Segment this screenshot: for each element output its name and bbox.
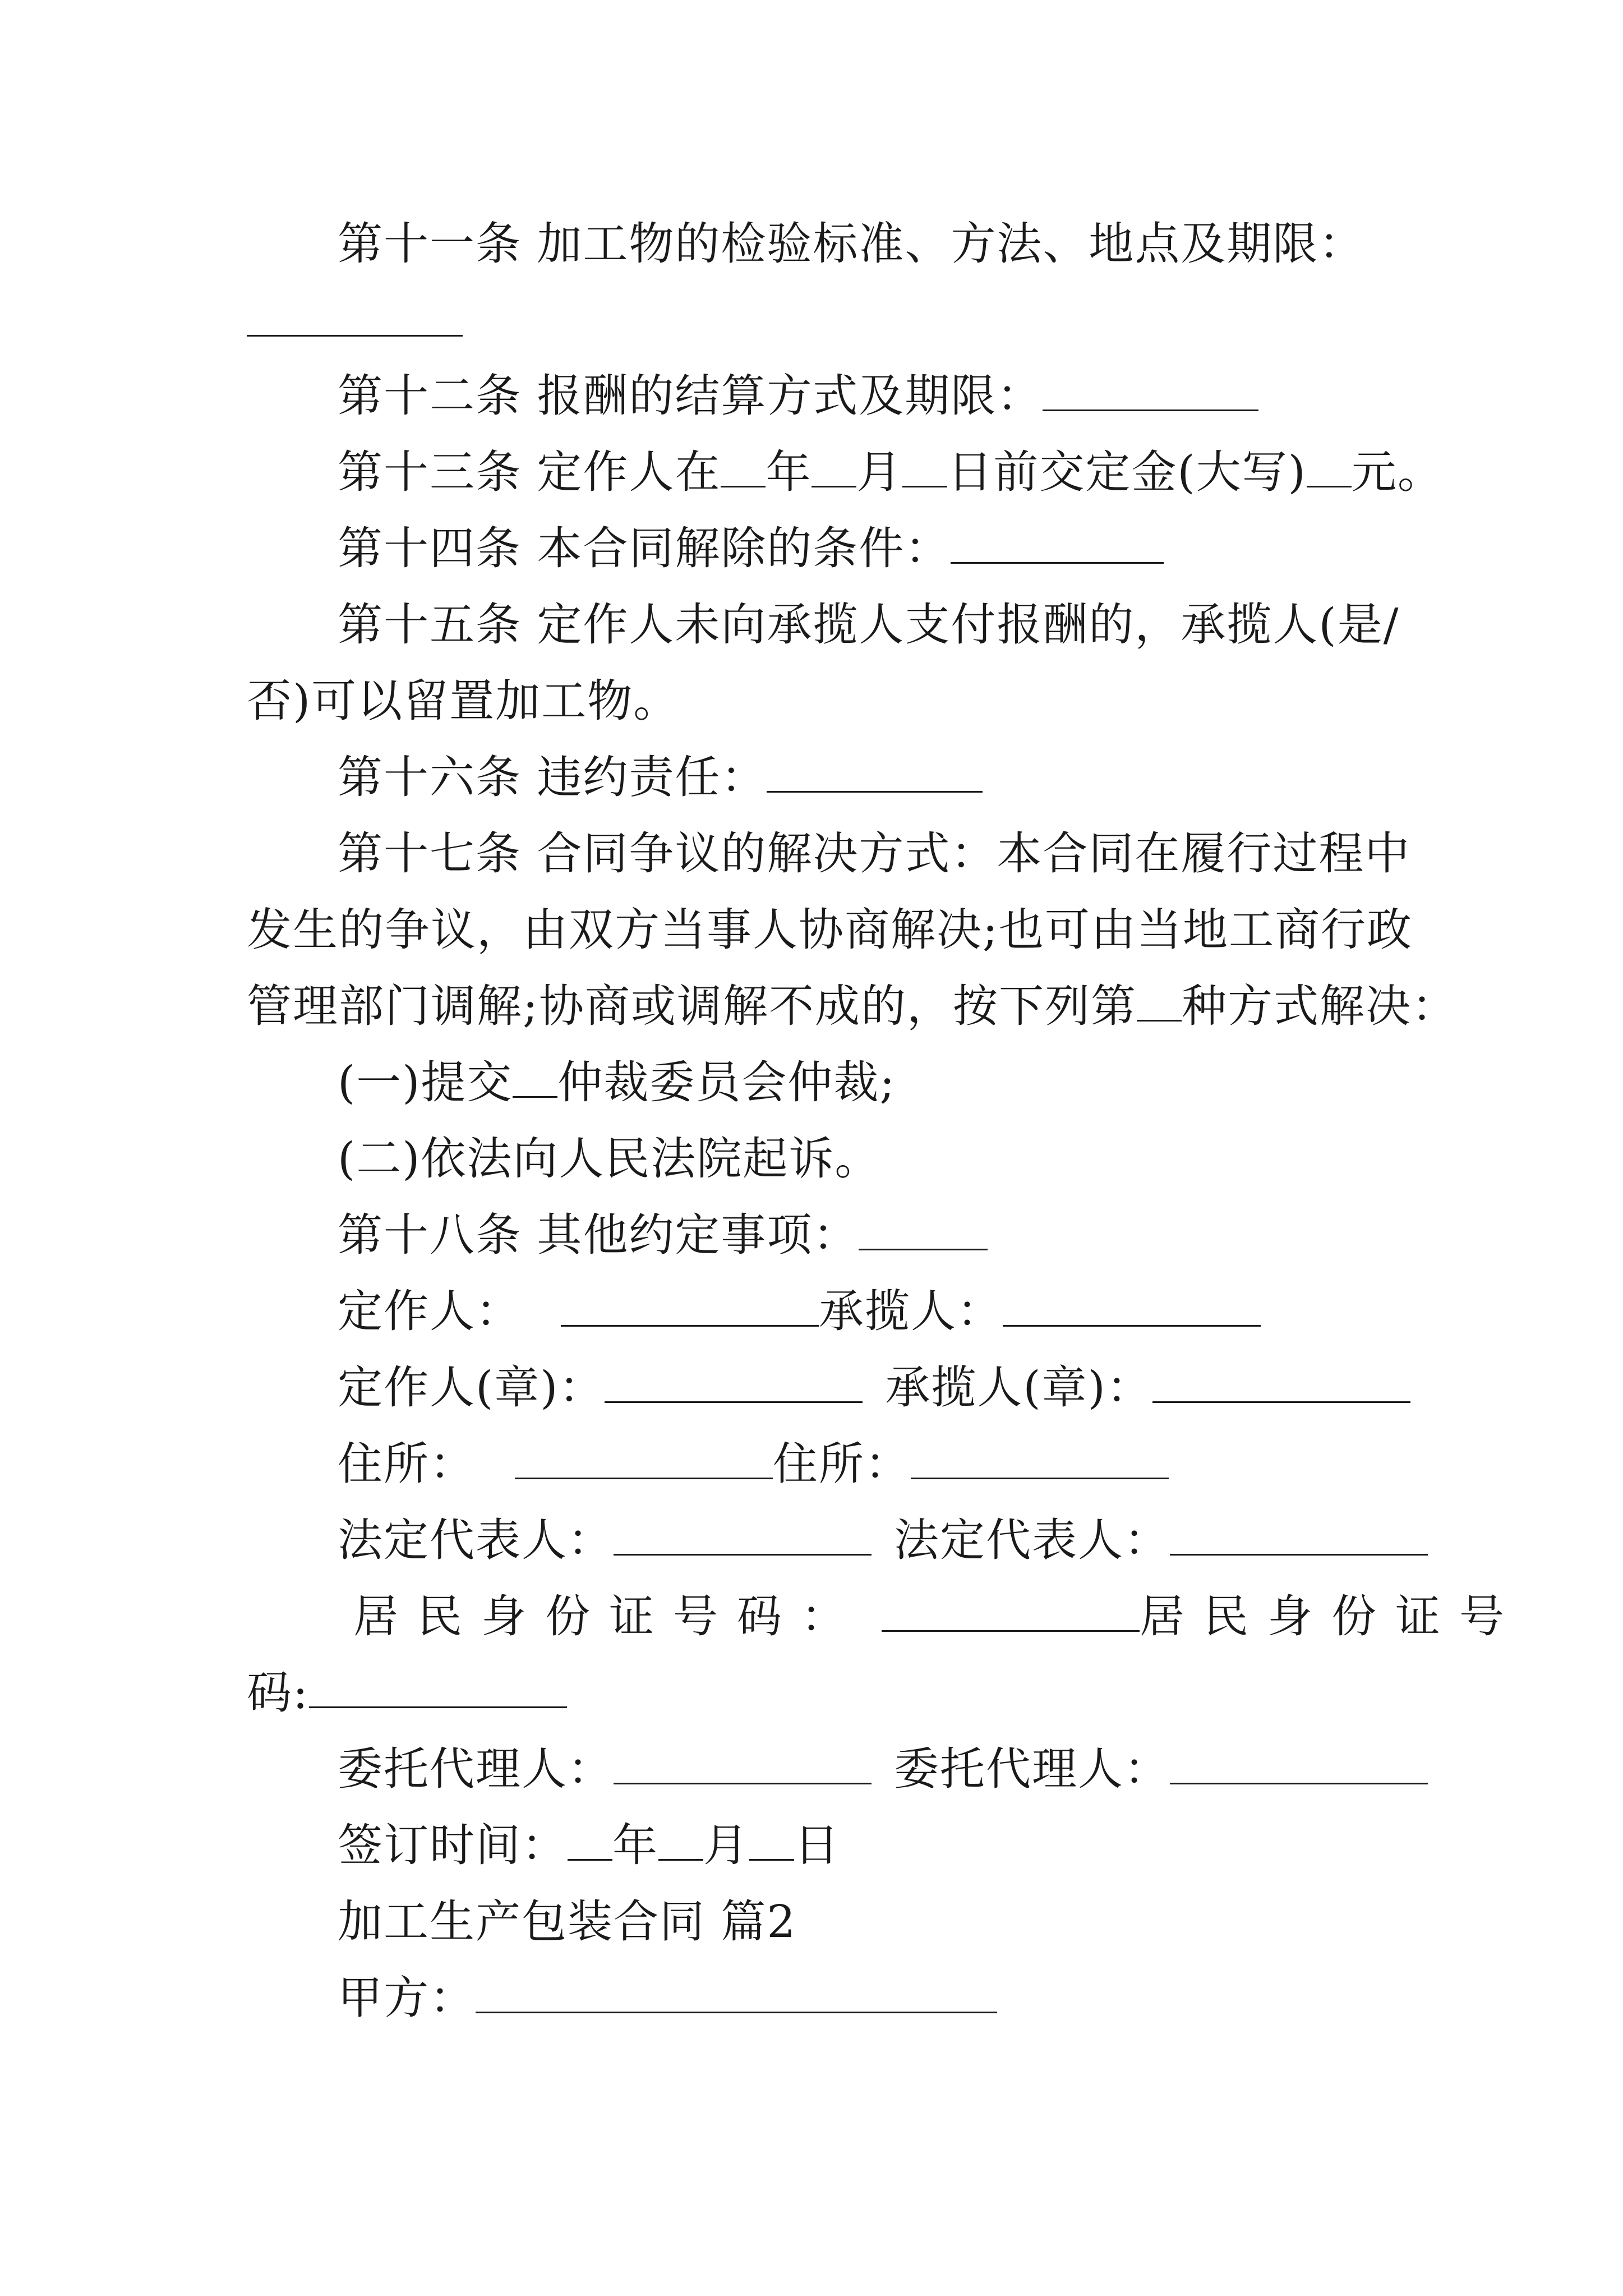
clause-13-amount-blank	[1307, 447, 1352, 487]
section-2-title	[338, 1894, 796, 1950]
agent-blank-1	[614, 1743, 872, 1784]
clause-13-month-blank	[811, 447, 856, 487]
dingzuoren-seal-label: 定作人(章)：	[338, 1361, 605, 1414]
clause-14	[338, 521, 1164, 577]
dingzuoren-seal-blank	[605, 1362, 863, 1403]
sign-month-label: 月	[703, 1819, 749, 1871]
clause-13-day-blank	[902, 447, 947, 487]
id-label-2a: 居民身份证号	[1140, 1590, 1523, 1642]
address-label-1: 住所：	[338, 1438, 476, 1490]
signature-row-id-continued	[247, 1665, 567, 1721]
sign-day-label: 日	[794, 1819, 840, 1871]
sign-month-blank	[658, 1820, 703, 1861]
option-1-blank	[513, 1057, 557, 1098]
signature-row-seal	[338, 1360, 1410, 1416]
clause-13	[338, 444, 1444, 500]
clause-13-year-blank	[721, 447, 766, 487]
clause-13-text-b: 年	[766, 446, 812, 498]
clause-14-blank	[951, 523, 1164, 564]
chenglanren-blank	[1003, 1286, 1261, 1327]
clause-13-text-a: 第十三条 定作人在	[338, 446, 721, 498]
address-label-2: 住所：	[773, 1438, 911, 1490]
address-blank-1	[515, 1438, 773, 1479]
signature-row-id	[353, 1589, 1523, 1645]
chenglanren-seal-label: 承揽人(章)：	[885, 1361, 1152, 1414]
signature-row-time	[338, 1818, 840, 1874]
agent-label-1: 委托代理人：	[338, 1743, 614, 1795]
agent-blank-2	[1170, 1743, 1428, 1784]
clause-17-text-3b: 种方式解决：	[1181, 980, 1458, 1032]
sign-day-blank	[749, 1820, 794, 1861]
clause-15-text-1: 第十五条 定作人未向承揽人支付报酬的，承揽人(是/	[338, 599, 1400, 651]
legal-rep-blank-1	[614, 1515, 872, 1556]
party-a-blank	[476, 1972, 997, 2013]
legal-rep-label-1: 法定代表人：	[338, 1514, 614, 1566]
id-blank-2	[309, 1667, 567, 1708]
clause-17-line-1	[338, 826, 1410, 882]
party-a-row	[338, 1970, 997, 2026]
clause-15-line-1	[338, 597, 1400, 653]
clause-13-text-d: 日前交定金(大写)	[947, 446, 1307, 498]
section-2-title-text: 加工生产包装合同 篇2	[338, 1895, 797, 1948]
signature-row-legal-rep	[338, 1512, 1428, 1568]
legal-rep-label-2: 法定代表人：	[894, 1514, 1170, 1566]
clause-11-text: 第十一条 加工物的检验标准、方法、地点及期限：	[338, 218, 1365, 270]
signature-row-parties	[338, 1283, 1261, 1340]
sign-time-label: 签订时间：	[338, 1819, 568, 1871]
clause-17-text-2: 发生的争议，由双方当事人协商解决;也可由当地工商行政	[247, 904, 1413, 956]
option-1-text-b: 仲裁委员会仲裁;	[557, 1056, 896, 1108]
clause-11-blank	[247, 335, 463, 337]
chenglanren-seal-blank	[1152, 1362, 1410, 1403]
clause-12	[338, 368, 1258, 424]
signature-row-agent	[338, 1741, 1428, 1797]
clause-16-blank	[767, 752, 983, 793]
agent-label-2: 委托代理人：	[894, 1743, 1170, 1795]
clause-18-text: 第十八条 其他约定事项：	[338, 1209, 859, 1261]
clause-15-line-2	[247, 673, 679, 729]
clause-11	[338, 216, 1364, 272]
dingzuoren-blank	[561, 1286, 819, 1327]
sign-year-blank	[568, 1820, 612, 1861]
clause-15-text-2: 否)可以留置加工物。	[247, 675, 680, 727]
clause-12-blank	[1043, 370, 1258, 411]
option-2	[338, 1131, 880, 1187]
clause-17-line-2	[247, 902, 1413, 958]
clause-16-text: 第十六条 违约责任：	[338, 751, 767, 803]
id-label-2b: 码:	[247, 1667, 309, 1719]
chenglanren-label: 承揽人：	[819, 1285, 1003, 1337]
clause-14-text: 第十四条 本合同解除的条件：	[338, 522, 951, 574]
id-label-1: 居民身份证号码：	[353, 1590, 865, 1642]
legal-rep-blank-2	[1170, 1515, 1428, 1556]
clause-18-blank	[859, 1209, 988, 1250]
clause-12-text: 第十二条 报酬的结算方式及期限：	[338, 370, 1043, 422]
clause-16	[338, 749, 983, 806]
party-a-label: 甲方：	[338, 1972, 476, 2024]
clause-17-line-3	[247, 978, 1458, 1034]
clause-18	[338, 1207, 988, 1263]
address-blank-2	[911, 1438, 1169, 1479]
clause-13-text-e: 元。	[1351, 446, 1444, 498]
clause-17-text-3a: 管理部门调解;协商或调解不成的，按下列第	[247, 980, 1137, 1032]
dingzuoren-label: 定作人：	[338, 1285, 522, 1337]
clause-17-method-blank	[1137, 981, 1182, 1022]
option-1	[338, 1055, 896, 1111]
option-2-text: (二)依法向人民法院起诉。	[338, 1133, 881, 1185]
signature-row-address	[338, 1436, 1169, 1492]
option-1-text-a: (一)提交	[338, 1056, 513, 1108]
clause-17-text-1: 第十七条 合同争议的解决方式：本合同在履行过程中	[338, 827, 1411, 880]
clause-13-text-c: 月	[856, 446, 903, 498]
id-blank-1	[882, 1591, 1140, 1632]
sign-year-label: 年	[612, 1819, 658, 1871]
